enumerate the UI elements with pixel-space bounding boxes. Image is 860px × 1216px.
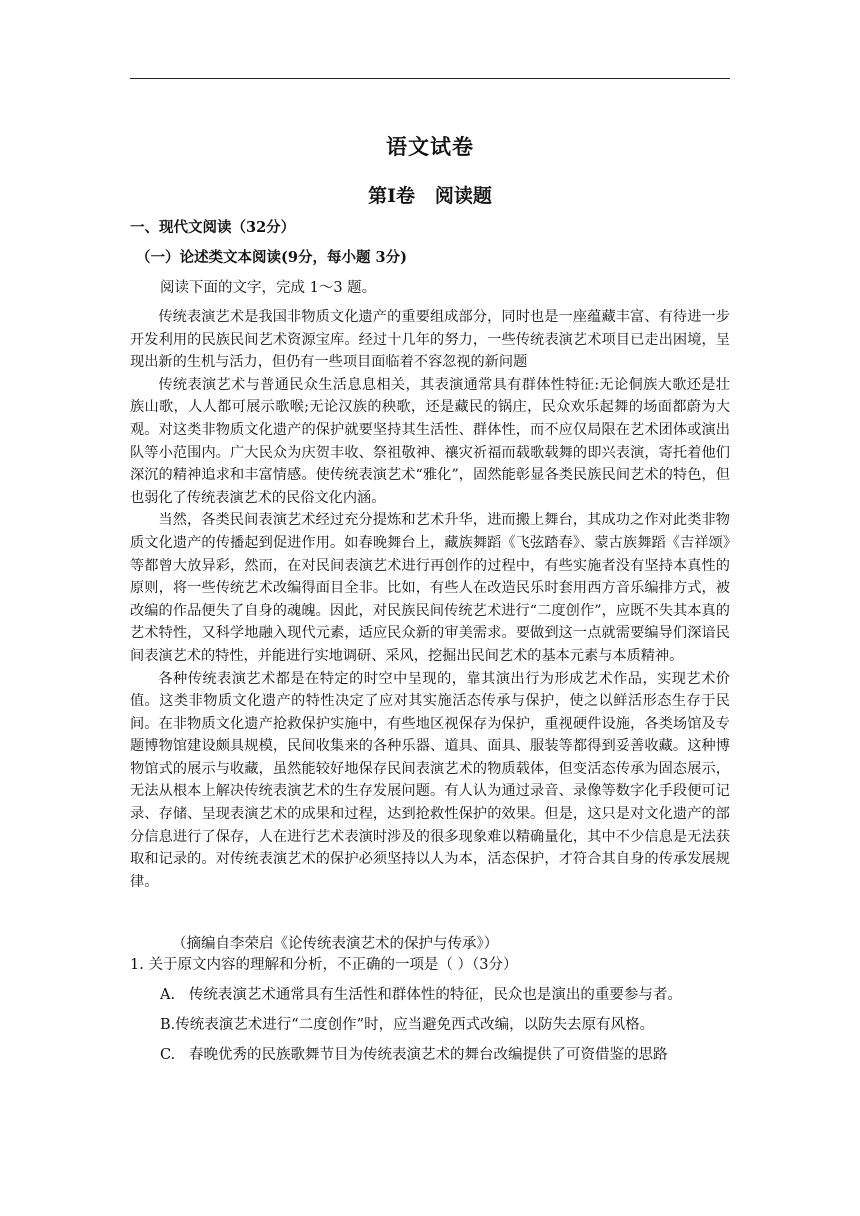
question-1-option-a: A. 传统表演艺术通常具有生活性和群体性的特征，民众也是演出的重要参与者。 — [160, 987, 682, 1003]
question-1-option-b: B.传统表演艺术进行“二度创作”时，应当避免西式改编，以防失去原有风格。 — [160, 1017, 655, 1033]
header-rule — [130, 78, 730, 79]
volume-subtitle: 第Ⅰ卷 阅读题 — [368, 185, 492, 207]
passage-paragraph-4: 各种传统表演艺术都是在特定的时空中呈现的，靠其演出行为形成艺术作品，实现艺术价值。这类非物质文化遗产的特性决定了应对其实施活态传承与保护，使之以鲜活形态生存于民间。在非物质文化遗产抢救保护实施中，有些地区视保存为保护，重视硬件设施，各类场馆及专题博物馆建设颇具规模，民间收集来的各种乐器、道具、面具、服装等都得到妥善收藏。这种博物馆式的展示与收藏，虽然能较好地保存民间表演艺术的物质载体，但变活态传承为固态展示，无法从根本上解决传统表演艺术的生存发展问题。有人认为通过录音、录像等数字化手段便可记录、存储、呈现表演艺术的成果和过程，达到抢救性保护的效果。但是，这只是对文化遗产的部分信息进行了保存，人在进行艺术表演时涉及的很多现象难以精确量化，其中不少信息是无法获取和记录的。对传统表演艺术的保护必须坚持以人为本，活态保护，才符合其自身的传承发展规律。 — [130, 670, 730, 890]
question-1-stem: 1. 关于原文内容的理解和分析，不正确的一项是（ ）（3分） — [130, 957, 518, 973]
subsection-heading: （一）论述类文本阅读(9分，每小题 3分) — [136, 249, 407, 266]
passage-source: （摘编自李荣启《论传统表演艺术的保护与传承》） — [172, 936, 499, 952]
exam-title: 语文试卷 — [386, 134, 474, 159]
question-1-option-c: C. 春晚优秀的民族歌舞节目为传统表演艺术的舞台改编提供了可资借鉴的思路 — [160, 1047, 668, 1063]
passage-paragraph-3: 当然，各类民间表演艺术经过充分提炼和艺术升华，进而搬上舞台，其成功之作对此类非物质文化遗产的传播起到促进作用。如春晚舞台上，藏族舞蹈《飞弦踏春》、蒙古族舞蹈《吉祥颂》等都曾大放异彩，然而，在对民间表演艺术进行再创作的过程中，有些实施者没有坚持本真性的原则，将一些传统艺术改编得面目全非。比如，有些人在改造民乐时套用西方音乐编排方式，被改编的作品便失了自身的魂魄。因此，对民族民间传统艺术进行“二度创作”，应既不失其本真的艺术特性，又科学地融入现代元素，适应民众新的审美需求。要做到这一点就需要编导们深谙民间表演艺术的特性，并能进行实地调研、采风，挖掘出民间艺术的基本元素与本质精神。 — [130, 512, 730, 664]
reading-passage — [130, 306, 730, 893]
section-heading: 一、现代文阅读（32分） — [130, 219, 296, 236]
passage-paragraph-2: 传统表演艺术与普通民众生活息息相关，其表演通常具有群体性特征:无论侗族大歌还是壮族山歌，人人都可展示歌喉;无论汉族的秧歌，还是藏民的锅庄，民众欢乐起舞的场面都蔚为大观。对这类非物质文化遗产的保护就要坚持其生活性、群体性，而不应仅局限在艺术团体或演出队等小范围内。广大民众为庆贺丰收、祭祖敬神、禳灾祈福而载歌载舞的即兴表演，寄托着他们深沉的精神追求和丰富情感。使传统表演艺术“雅化”，固然能彰显各类民族民间艺术的特色，但也弱化了传统表演艺术的民俗文化内涵。 — [130, 376, 730, 506]
reading-instruction: 阅读下面的文字，完成 1～3 题。 — [160, 280, 377, 296]
passage-paragraph-1: 传统表演艺术是我国非物质文化遗产的重要组成部分，同时也是一座蕴藏丰富、有待进一步开发利用的民族民间艺术资源宝库。经过十几年的努力，一些传统表演艺术项目已走出困境，呈现出新的生机与活力，但仍有一些项目面临着不容忽视的新问题 — [130, 309, 730, 371]
